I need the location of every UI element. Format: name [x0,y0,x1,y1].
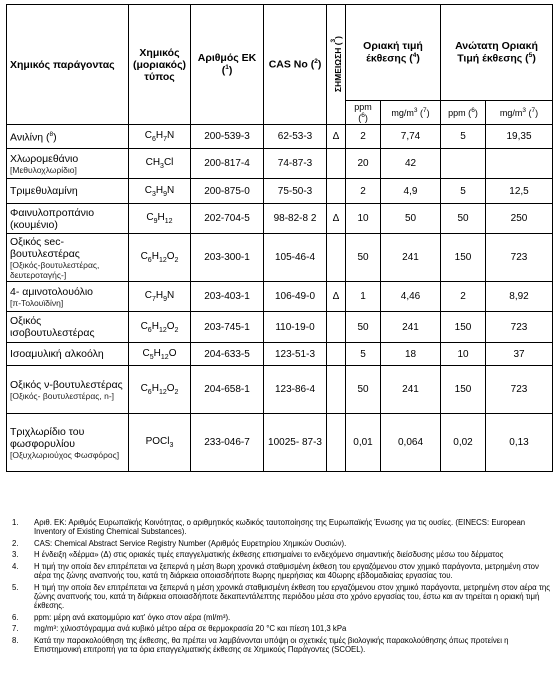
limit-ppm: 2 [346,179,381,204]
limit-mgm3: 4,9 [381,179,441,204]
max-ppm: 5 [441,179,486,204]
limit-ppm: 50 [346,366,381,414]
chemical-name: Οξικός ν-βουτυλεστέρας [Οξικός- βουτυλεστέρας, n-] [7,366,129,414]
limit-ppm: 0,01 [346,414,381,472]
chemical-name: Τριχλωρίδιο του φωσφορυλίου [Οξυχλωριούχος Φωσφόρος] [7,414,129,472]
cas-number: 98-82-8 2 [264,204,327,234]
table-row [7,343,553,366]
cas-number: 62-53-3 [264,125,327,149]
skin-note [327,414,346,472]
max-mgm3: 12,5 [486,179,553,204]
table-row [7,414,553,472]
footnote-text: Η τιμή την οποία δεν επιτρέπεται να ξεπερνά η μέση χρονικά σταθμισμένη έκθεση του εργαζόμενου στον χημικό παράγοντα, μετρημένη στον αέρα της ζώνης αναπνοής του, κατά τη διάρκεια οποιασδήποτε δεκαπεντάλεπτης περιόδου μέσα στο χρόνο εργασίας του, έστω και αν τηρείται η οριακή τιμή έκθεσης. [34,582,550,611]
table-row [7,234,553,282]
max-ppm: 150 [441,234,486,282]
max-ppm: 2 [441,282,486,312]
ec-number: 200-817-4 [191,149,264,179]
ec-number: 202-704-5 [191,204,264,234]
limit-mgm3: 18 [381,343,441,366]
chemical-name: Τριμεθυλαμίνη [7,179,129,204]
max-mgm3: 37 [486,343,553,366]
footnotes [12,518,552,656]
limit-ppm: 20 [346,149,381,179]
footnote [12,636,552,655]
footnote-number: 4. [12,561,19,571]
chemical-formula: $C_5H_{12}O$ [129,343,191,366]
footnote [12,613,552,622]
skin-note [327,343,346,366]
ec-number: 200-539-3 [191,125,264,149]
chemical-formula: $C_7H_9N$ [129,282,191,312]
limit-mgm3: 4,46 [381,282,441,312]
footnote [12,518,552,537]
chemical-formula: $C_6H_{12}O_2$ [129,312,191,343]
skin-note [327,234,346,282]
chemical-formula: $C_6H_{12}O_2$ [129,366,191,414]
footnote-number: 8. [12,635,19,645]
footnote-text: Η τιμή την οποία δεν επιτρέπεται να ξεπερνά η μέση 8ωρη χρονικά σταθμισμένη έκθεση του εργαζόμενου στον χημικό παράγοντα, μετρημένη στον αέρα της ζώνης αναπνοής του, κατά τη διάρκεια οποιασδήποτε 8ωρης ημερήσιας και 40ωρης εβδομαδιαίας εργασίας του. [34,561,539,581]
max-ppm: 150 [441,366,486,414]
chemical-name: 4- αμινοτολουόλιο [π-Τολουϊδίνη] [7,282,129,312]
limit-mgm3: 241 [381,366,441,414]
chemical-name: Φαινυλοπροπάνιο (κουμένιο) [7,204,129,234]
header-mgm3-1: $mg/m^3$ ($^7$) [381,101,441,125]
limit-ppm: 5 [346,343,381,366]
cas-number: 123-51-3 [264,343,327,366]
footnote-number: 6. [12,612,19,622]
max-mgm3: 0,13 [486,414,553,472]
footnote [12,583,552,611]
chemical-formula: POCl$_3$ [129,414,191,472]
ec-number: 203-300-1 [191,234,264,282]
table-row [7,282,553,312]
header-ppm-1: ppm ($^6$) [346,101,381,125]
skin-note [327,179,346,204]
chemical-name: Ισοαμυλική αλκοόλη [7,343,129,366]
chemical-name: Ανιλίνη ($^8$) [7,125,129,149]
limit-ppm: 50 [346,312,381,343]
skin-note [327,366,346,414]
skin-note [327,312,346,343]
max-mgm3: 723 [486,234,553,282]
max-mgm3: 723 [486,366,553,414]
table-row [7,204,553,234]
max-ppm: 0,02 [441,414,486,472]
cas-number: 106-49-0 [264,282,327,312]
header-cas-number: CAS No ($^2$) [264,5,327,125]
max-ppm: 5 [441,125,486,149]
header-mgm3-2: $mg/m^3$ ($^7$) [486,101,553,125]
footnote-number: 1. [12,518,19,527]
limit-mgm3: 7,74 [381,125,441,149]
limit-mgm3: 50 [381,204,441,234]
max-mgm3: 8,92 [486,282,553,312]
chemical-name: Χλωρομεθάνιο [Μεθυλοχλωρίδιο] [7,149,129,179]
table-row [7,125,553,149]
footnote [12,539,552,548]
skin-note [327,149,346,179]
footnote [12,550,552,559]
footnote-text: CAS: Chemical Abstract Service Registry Number (Αριθμός Ευρετηρίου Χημικών Ουσιών). [34,538,347,548]
ec-number: 204-658-1 [191,366,264,414]
max-mgm3 [486,149,553,179]
cas-number: 74-87-3 [264,149,327,179]
footnote-text: mg/m³: χιλιοστόγραμμα ανά κυβικό μέτρο αέρα σε θερμοκρασία 20 °C και πίεση 101,3 kPa [34,624,347,634]
skin-note: Δ [327,204,346,234]
chemical-formula: $C_6H_{12}O_2$ [129,234,191,282]
chemical-formula: $CH_3Cl$ [129,149,191,179]
footnote [12,562,552,581]
chemical-formula: $C_9H_{12}$ [129,204,191,234]
footnote-text: Η ένδειξη «δέρμα» (Δ) στις οριακές τιμές επαγγελματικής έκθεσης επισημαίνει το ενδεχόμενο σημαντικής διείσδυσης μέσω του δέρματος [34,550,504,560]
footnote-text: ppm: μέρη ανά εκατομμύριο κατ' όγκο στον αέρα (ml/m³). [34,612,231,622]
limit-ppm: 10 [346,204,381,234]
limit-mgm3: 241 [381,234,441,282]
ec-number: 203-403-1 [191,282,264,312]
footnote-number: 2. [12,538,19,548]
footnote-text: Αριθ. ΕΚ: Αριθμός Ευρωπαϊκής Κοινότητας, ο αριθμητικός κωδικός ταυτοποίησης της Ευρωπαϊκής Ένωσης για τις ουσίες. (EINECS: European Inventory of Existing Chemical Substances). [34,518,526,537]
max-mgm3: 19,35 [486,125,553,149]
max-ppm: 50 [441,204,486,234]
cas-number: 110-19-0 [264,312,327,343]
limit-ppm: 2 [346,125,381,149]
header-agent: Χημικός παράγοντας [7,5,129,125]
ec-number: 204-633-5 [191,343,264,366]
table-row [7,366,553,414]
table-row [7,179,553,204]
header-ec-number: Αριθμός ΕΚ ($^1$) [191,5,264,125]
max-mgm3: 723 [486,312,553,343]
limit-ppm: 50 [346,234,381,282]
cas-number: 10025- 87-3 [264,414,327,472]
limit-mgm3: 0,064 [381,414,441,472]
limit-mgm3: 42 [381,149,441,179]
header-max-limit-value: Ανώτατη Οριακή Τιμή έκθεσης ($^5$) [441,5,553,101]
footnote-number: 3. [12,550,19,560]
cas-number: 75-50-3 [264,179,327,204]
cas-number: 123-86-4 [264,366,327,414]
limit-ppm: 1 [346,282,381,312]
chemical-name: Οξικός ισοβουτυλεστέρας [7,312,129,343]
ec-number: 233-046-7 [191,414,264,472]
chemical-formula: $C_6H_7N$ [129,125,191,149]
limit-mgm3: 241 [381,312,441,343]
ec-number: 203-745-1 [191,312,264,343]
ec-number: 200-875-0 [191,179,264,204]
table-row [7,312,553,343]
chemical-formula: $C_3H_9N$ [129,179,191,204]
skin-note: Δ [327,282,346,312]
header-limit-value: Οριακή τιμή έκθεσης ($^4$) [346,5,441,101]
footnote-text: Κατά την παρακολούθηση της έκθεσης, θα πρέπει να λαμβάνονται υπόψη οι σχετικές τιμές βιολογικής παρακολούθησης όπως προτείνει η Επιστημονική επιτροπή για τα όρια επαγγελματικής έκθεσης σε Χημικούς Παράγοντες (SCOEL). [34,635,509,654]
max-ppm: 150 [441,312,486,343]
footnote-number: 5. [12,582,19,592]
exposure-limits-table [6,4,553,472]
header-notes: ΣΗΜΕΙΩΣΗ ($^3$) [327,5,346,125]
cas-number: 105-46-4 [264,234,327,282]
max-ppm [441,149,486,179]
footnote [12,624,552,633]
max-mgm3: 250 [486,204,553,234]
chemical-name: Οξικός sec-βουτυλεστέρας [Οξικός-βουτυλεστέρας, δευτεροταγής-] [7,234,129,282]
table-row [7,149,553,179]
header-formula: Χημικός (μοριακός) τύπος [129,5,191,125]
max-ppm: 10 [441,343,486,366]
skin-note: Δ [327,125,346,149]
header-ppm-2: ppm ($^6$) [441,101,486,125]
footnote-number: 7. [12,624,19,634]
